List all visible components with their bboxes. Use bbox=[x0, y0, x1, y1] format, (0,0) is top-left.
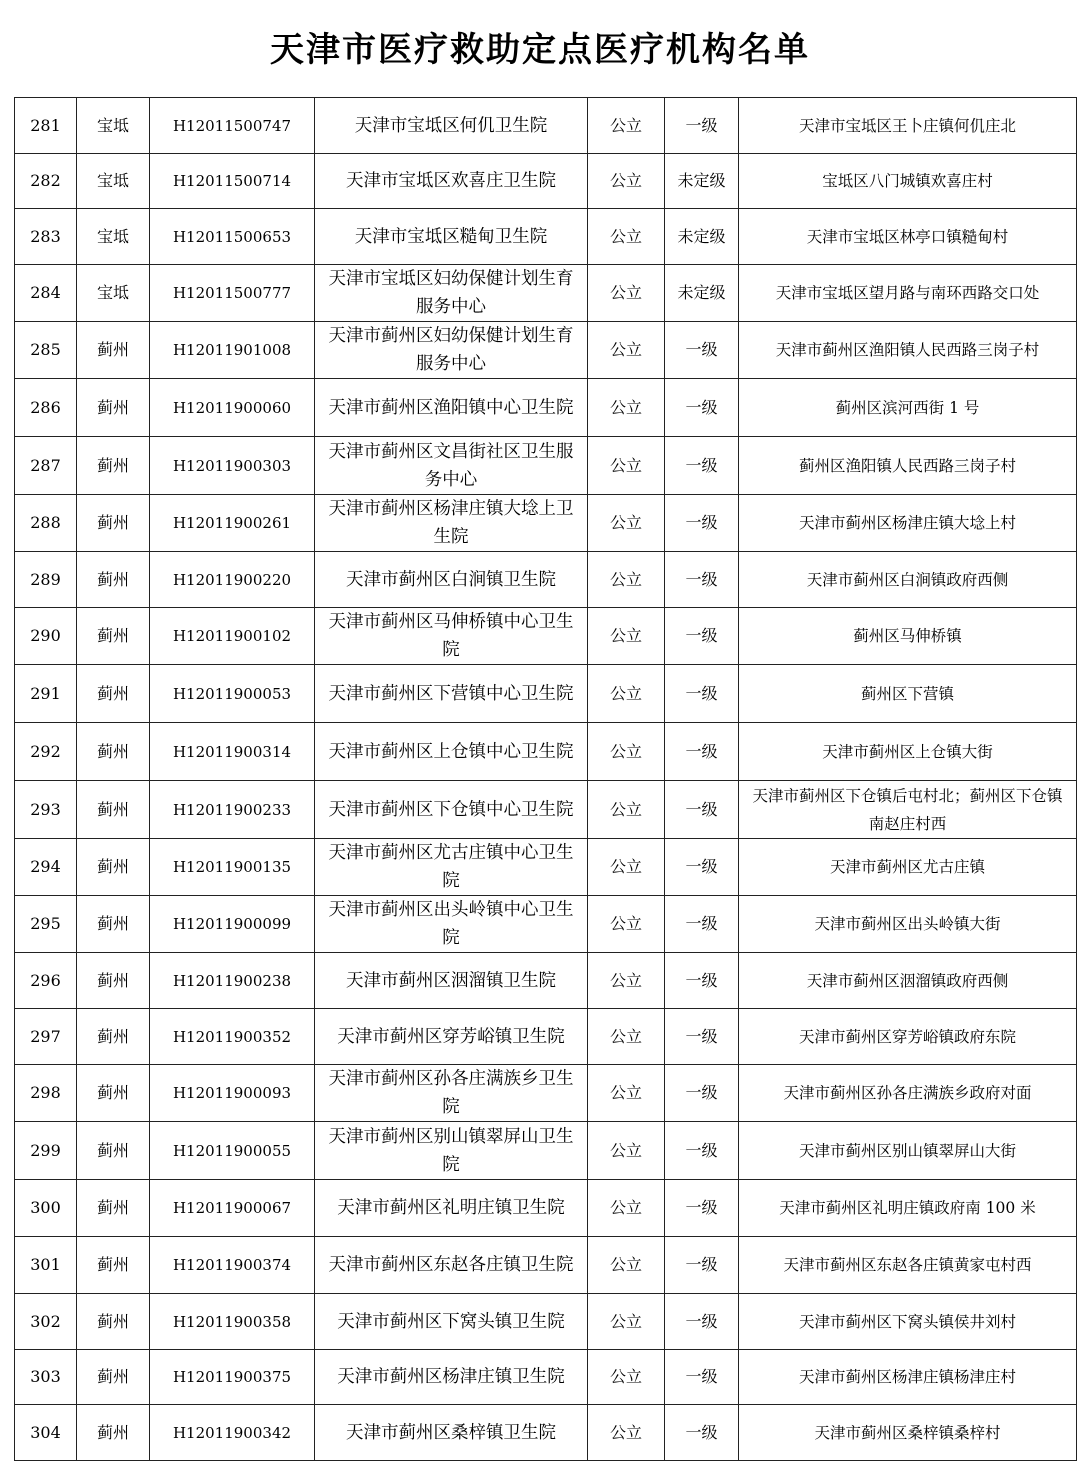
address-cell: 天津市蓟州区白涧镇政府西侧 bbox=[739, 552, 1077, 608]
institution-name-cell: 天津市蓟州区穿芳峪镇卫生院 bbox=[315, 1009, 588, 1065]
table-row bbox=[15, 379, 1077, 437]
institution-code-cell: H12011900099 bbox=[150, 896, 315, 953]
institution-name-cell: 天津市蓟州区尤古庄镇中心卫生院 bbox=[315, 839, 588, 896]
ownership-type-cell: 公立 bbox=[588, 839, 665, 896]
table-row bbox=[15, 1405, 1077, 1461]
district-cell: 蓟州 bbox=[77, 1009, 150, 1065]
row-number-cell: 285 bbox=[15, 322, 77, 379]
institution-code-cell: H12011900053 bbox=[150, 665, 315, 723]
row-number-cell: 295 bbox=[15, 896, 77, 953]
address-cell: 天津市蓟州区下窝头镇侯井刘村 bbox=[739, 1294, 1077, 1350]
row-number-cell: 288 bbox=[15, 495, 77, 552]
ownership-type-cell: 公立 bbox=[588, 665, 665, 723]
institution-code-cell: H12011900060 bbox=[150, 379, 315, 437]
institution-name-cell: 天津市蓟州区杨津庄镇大埝上卫生院 bbox=[315, 495, 588, 552]
hospital-level-cell: 一级 bbox=[665, 495, 739, 552]
address-cell: 天津市蓟州区礼明庄镇政府南 100 米 bbox=[739, 1180, 1077, 1237]
institution-name-cell: 天津市蓟州区孙各庄满族乡卫生院 bbox=[315, 1065, 588, 1122]
row-number-cell: 281 bbox=[15, 98, 77, 154]
address-cell: 天津市宝坻区王卜庄镇何仉庄北 bbox=[739, 98, 1077, 154]
institution-code-cell: H12011900358 bbox=[150, 1294, 315, 1350]
institution-code-cell: H12011900233 bbox=[150, 781, 315, 839]
hospital-level-cell: 未定级 bbox=[665, 209, 739, 265]
institution-code-cell: H12011900238 bbox=[150, 953, 315, 1009]
ownership-type-cell: 公立 bbox=[588, 1405, 665, 1461]
institution-name-cell: 天津市蓟州区下营镇中心卫生院 bbox=[315, 665, 588, 723]
institution-name-cell: 天津市蓟州区文昌街社区卫生服务中心 bbox=[315, 437, 588, 495]
address-cell: 蓟州区下营镇 bbox=[739, 665, 1077, 723]
ownership-type-cell: 公立 bbox=[588, 322, 665, 379]
hospital-level-cell: 一级 bbox=[665, 1009, 739, 1065]
institution-table bbox=[14, 97, 1077, 1461]
ownership-type-cell: 公立 bbox=[588, 781, 665, 839]
address-cell: 天津市宝坻区望月路与南环西路交口处 bbox=[739, 265, 1077, 322]
table-row bbox=[15, 265, 1077, 322]
institution-code-cell: H12011900374 bbox=[150, 1237, 315, 1294]
institution-name-cell: 天津市蓟州区出头岭镇中心卫生院 bbox=[315, 896, 588, 953]
address-cell: 天津市蓟州区穿芳峪镇政府东院 bbox=[739, 1009, 1077, 1065]
district-cell: 蓟州 bbox=[77, 608, 150, 665]
institution-code-cell: H12011500714 bbox=[150, 154, 315, 209]
institution-code-cell: H12011900375 bbox=[150, 1350, 315, 1405]
hospital-level-cell: 一级 bbox=[665, 839, 739, 896]
table-row bbox=[15, 154, 1077, 209]
table-row bbox=[15, 322, 1077, 379]
row-number-cell: 293 bbox=[15, 781, 77, 839]
table-body bbox=[15, 98, 1077, 1461]
hospital-level-cell: 一级 bbox=[665, 953, 739, 1009]
address-cell: 蓟州区马伸桥镇 bbox=[739, 608, 1077, 665]
district-cell: 宝坻 bbox=[77, 209, 150, 265]
address-cell: 天津市蓟州区出头岭镇大街 bbox=[739, 896, 1077, 953]
institution-name-cell: 天津市宝坻区妇幼保健计划生育服务中心 bbox=[315, 265, 588, 322]
table-row bbox=[15, 1294, 1077, 1350]
institution-name-cell: 天津市蓟州区杨津庄镇卫生院 bbox=[315, 1350, 588, 1405]
institution-code-cell: H12011900055 bbox=[150, 1122, 315, 1180]
table-row bbox=[15, 1180, 1077, 1237]
institution-code-cell: H12011900352 bbox=[150, 1009, 315, 1065]
row-number-cell: 292 bbox=[15, 723, 77, 781]
table-row bbox=[15, 552, 1077, 608]
hospital-level-cell: 一级 bbox=[665, 437, 739, 495]
ownership-type-cell: 公立 bbox=[588, 1009, 665, 1065]
table-row bbox=[15, 1122, 1077, 1180]
district-cell: 宝坻 bbox=[77, 98, 150, 154]
institution-code-cell: H12011900102 bbox=[150, 608, 315, 665]
row-number-cell: 284 bbox=[15, 265, 77, 322]
hospital-level-cell: 一级 bbox=[665, 665, 739, 723]
district-cell: 蓟州 bbox=[77, 665, 150, 723]
table-row bbox=[15, 953, 1077, 1009]
institution-name-cell: 天津市蓟州区下窝头镇卫生院 bbox=[315, 1294, 588, 1350]
district-cell: 蓟州 bbox=[77, 723, 150, 781]
table-row bbox=[15, 1009, 1077, 1065]
institution-code-cell: H12011901008 bbox=[150, 322, 315, 379]
row-number-cell: 289 bbox=[15, 552, 77, 608]
district-cell: 宝坻 bbox=[77, 154, 150, 209]
institution-name-cell: 天津市蓟州区桑梓镇卫生院 bbox=[315, 1405, 588, 1461]
address-cell: 蓟州区渔阳镇人民西路三岗子村 bbox=[739, 437, 1077, 495]
hospital-level-cell: 一级 bbox=[665, 379, 739, 437]
district-cell: 蓟州 bbox=[77, 1180, 150, 1237]
table-row bbox=[15, 781, 1077, 839]
ownership-type-cell: 公立 bbox=[588, 896, 665, 953]
address-cell: 天津市蓟州区下仓镇后屯村北；蓟州区下仓镇南赵庄村西 bbox=[739, 781, 1077, 839]
row-number-cell: 298 bbox=[15, 1065, 77, 1122]
institution-name-cell: 天津市蓟州区上仓镇中心卫生院 bbox=[315, 723, 588, 781]
institution-code-cell: H12011900303 bbox=[150, 437, 315, 495]
address-cell: 天津市蓟州区杨津庄镇大埝上村 bbox=[739, 495, 1077, 552]
district-cell: 蓟州 bbox=[77, 437, 150, 495]
row-number-cell: 297 bbox=[15, 1009, 77, 1065]
address-cell: 天津市蓟州区杨津庄镇杨津庄村 bbox=[739, 1350, 1077, 1405]
hospital-level-cell: 一级 bbox=[665, 1065, 739, 1122]
institution-code-cell: H12011900093 bbox=[150, 1065, 315, 1122]
district-cell: 蓟州 bbox=[77, 379, 150, 437]
institution-name-cell: 天津市蓟州区渔阳镇中心卫生院 bbox=[315, 379, 588, 437]
ownership-type-cell: 公立 bbox=[588, 953, 665, 1009]
table-row bbox=[15, 1237, 1077, 1294]
district-cell: 蓟州 bbox=[77, 495, 150, 552]
table-row bbox=[15, 1350, 1077, 1405]
hospital-level-cell: 一级 bbox=[665, 1180, 739, 1237]
hospital-level-cell: 一级 bbox=[665, 896, 739, 953]
district-cell: 蓟州 bbox=[77, 781, 150, 839]
district-cell: 蓟州 bbox=[77, 1350, 150, 1405]
row-number-cell: 283 bbox=[15, 209, 77, 265]
hospital-level-cell: 一级 bbox=[665, 322, 739, 379]
table-row bbox=[15, 723, 1077, 781]
institution-name-cell: 天津市宝坻区欢喜庄卫生院 bbox=[315, 154, 588, 209]
district-cell: 蓟州 bbox=[77, 322, 150, 379]
hospital-level-cell: 一级 bbox=[665, 98, 739, 154]
institution-code-cell: H12011900135 bbox=[150, 839, 315, 896]
table-row bbox=[15, 896, 1077, 953]
institution-name-cell: 天津市蓟州区礼明庄镇卫生院 bbox=[315, 1180, 588, 1237]
address-cell: 天津市蓟州区别山镇翠屏山大街 bbox=[739, 1122, 1077, 1180]
address-cell: 天津市蓟州区上仓镇大街 bbox=[739, 723, 1077, 781]
institution-name-cell: 天津市蓟州区下仓镇中心卫生院 bbox=[315, 781, 588, 839]
district-cell: 蓟州 bbox=[77, 953, 150, 1009]
ownership-type-cell: 公立 bbox=[588, 1180, 665, 1237]
district-cell: 蓟州 bbox=[77, 1237, 150, 1294]
address-cell: 蓟州区滨河西街 1 号 bbox=[739, 379, 1077, 437]
hospital-level-cell: 一级 bbox=[665, 552, 739, 608]
hospital-level-cell: 未定级 bbox=[665, 154, 739, 209]
ownership-type-cell: 公立 bbox=[588, 437, 665, 495]
institution-code-cell: H12011500747 bbox=[150, 98, 315, 154]
institution-name-cell: 天津市蓟州区东赵各庄镇卫生院 bbox=[315, 1237, 588, 1294]
district-cell: 蓟州 bbox=[77, 896, 150, 953]
hospital-level-cell: 一级 bbox=[665, 1350, 739, 1405]
ownership-type-cell: 公立 bbox=[588, 1065, 665, 1122]
ownership-type-cell: 公立 bbox=[588, 723, 665, 781]
institution-code-cell: H12011500777 bbox=[150, 265, 315, 322]
address-cell: 天津市蓟州区桑梓镇桑梓村 bbox=[739, 1405, 1077, 1461]
ownership-type-cell: 公立 bbox=[588, 98, 665, 154]
ownership-type-cell: 公立 bbox=[588, 495, 665, 552]
table-row bbox=[15, 437, 1077, 495]
district-cell: 蓟州 bbox=[77, 1065, 150, 1122]
district-cell: 蓟州 bbox=[77, 1122, 150, 1180]
ownership-type-cell: 公立 bbox=[588, 1294, 665, 1350]
row-number-cell: 294 bbox=[15, 839, 77, 896]
row-number-cell: 303 bbox=[15, 1350, 77, 1405]
row-number-cell: 304 bbox=[15, 1405, 77, 1461]
row-number-cell: 287 bbox=[15, 437, 77, 495]
ownership-type-cell: 公立 bbox=[588, 379, 665, 437]
address-cell: 天津市宝坻区林亭口镇糙甸村 bbox=[739, 209, 1077, 265]
ownership-type-cell: 公立 bbox=[588, 1237, 665, 1294]
table-row bbox=[15, 839, 1077, 896]
hospital-level-cell: 一级 bbox=[665, 1294, 739, 1350]
table-row bbox=[15, 98, 1077, 154]
institution-name-cell: 天津市蓟州区妇幼保健计划生育服务中心 bbox=[315, 322, 588, 379]
ownership-type-cell: 公立 bbox=[588, 1350, 665, 1405]
district-cell: 蓟州 bbox=[77, 1294, 150, 1350]
address-cell: 天津市蓟州区孙各庄满族乡政府对面 bbox=[739, 1065, 1077, 1122]
ownership-type-cell: 公立 bbox=[588, 608, 665, 665]
hospital-level-cell: 一级 bbox=[665, 1237, 739, 1294]
table-row bbox=[15, 665, 1077, 723]
ownership-type-cell: 公立 bbox=[588, 154, 665, 209]
institution-name-cell: 天津市宝坻区糙甸卫生院 bbox=[315, 209, 588, 265]
row-number-cell: 300 bbox=[15, 1180, 77, 1237]
row-number-cell: 291 bbox=[15, 665, 77, 723]
table-row bbox=[15, 1065, 1077, 1122]
institution-code-cell: H12011900314 bbox=[150, 723, 315, 781]
institution-name-cell: 天津市蓟州区白涧镇卫生院 bbox=[315, 552, 588, 608]
row-number-cell: 302 bbox=[15, 1294, 77, 1350]
institution-code-cell: H12011500653 bbox=[150, 209, 315, 265]
ownership-type-cell: 公立 bbox=[588, 265, 665, 322]
institution-name-cell: 天津市蓟州区马伸桥镇中心卫生院 bbox=[315, 608, 588, 665]
address-cell: 宝坻区八门城镇欢喜庄村 bbox=[739, 154, 1077, 209]
row-number-cell: 290 bbox=[15, 608, 77, 665]
address-cell: 天津市蓟州区尤古庄镇 bbox=[739, 839, 1077, 896]
district-cell: 蓟州 bbox=[77, 839, 150, 896]
row-number-cell: 299 bbox=[15, 1122, 77, 1180]
table-row bbox=[15, 608, 1077, 665]
hospital-level-cell: 一级 bbox=[665, 608, 739, 665]
table-row bbox=[15, 209, 1077, 265]
hospital-level-cell: 一级 bbox=[665, 1122, 739, 1180]
hospital-level-cell: 一级 bbox=[665, 1405, 739, 1461]
district-cell: 蓟州 bbox=[77, 552, 150, 608]
ownership-type-cell: 公立 bbox=[588, 209, 665, 265]
institution-code-cell: H12011900342 bbox=[150, 1405, 315, 1461]
hospital-level-cell: 未定级 bbox=[665, 265, 739, 322]
institution-name-cell: 天津市宝坻区何仉卫生院 bbox=[315, 98, 588, 154]
address-cell: 天津市蓟州区洇溜镇政府西侧 bbox=[739, 953, 1077, 1009]
ownership-type-cell: 公立 bbox=[588, 1122, 665, 1180]
institution-code-cell: H12011900220 bbox=[150, 552, 315, 608]
table-row bbox=[15, 495, 1077, 552]
ownership-type-cell: 公立 bbox=[588, 552, 665, 608]
district-cell: 蓟州 bbox=[77, 1405, 150, 1461]
row-number-cell: 301 bbox=[15, 1237, 77, 1294]
row-number-cell: 282 bbox=[15, 154, 77, 209]
hospital-level-cell: 一级 bbox=[665, 723, 739, 781]
address-cell: 天津市蓟州区渔阳镇人民西路三岗子村 bbox=[739, 322, 1077, 379]
address-cell: 天津市蓟州区东赵各庄镇黄家屯村西 bbox=[739, 1237, 1077, 1294]
page-title: 天津市医疗救助定点医疗机构名单 bbox=[270, 30, 810, 70]
institution-name-cell: 天津市蓟州区别山镇翠屏山卫生院 bbox=[315, 1122, 588, 1180]
institution-code-cell: H12011900261 bbox=[150, 495, 315, 552]
institution-code-cell: H12011900067 bbox=[150, 1180, 315, 1237]
row-number-cell: 286 bbox=[15, 379, 77, 437]
institution-name-cell: 天津市蓟州区洇溜镇卫生院 bbox=[315, 953, 588, 1009]
row-number-cell: 296 bbox=[15, 953, 77, 1009]
hospital-level-cell: 一级 bbox=[665, 781, 739, 839]
district-cell: 宝坻 bbox=[77, 265, 150, 322]
